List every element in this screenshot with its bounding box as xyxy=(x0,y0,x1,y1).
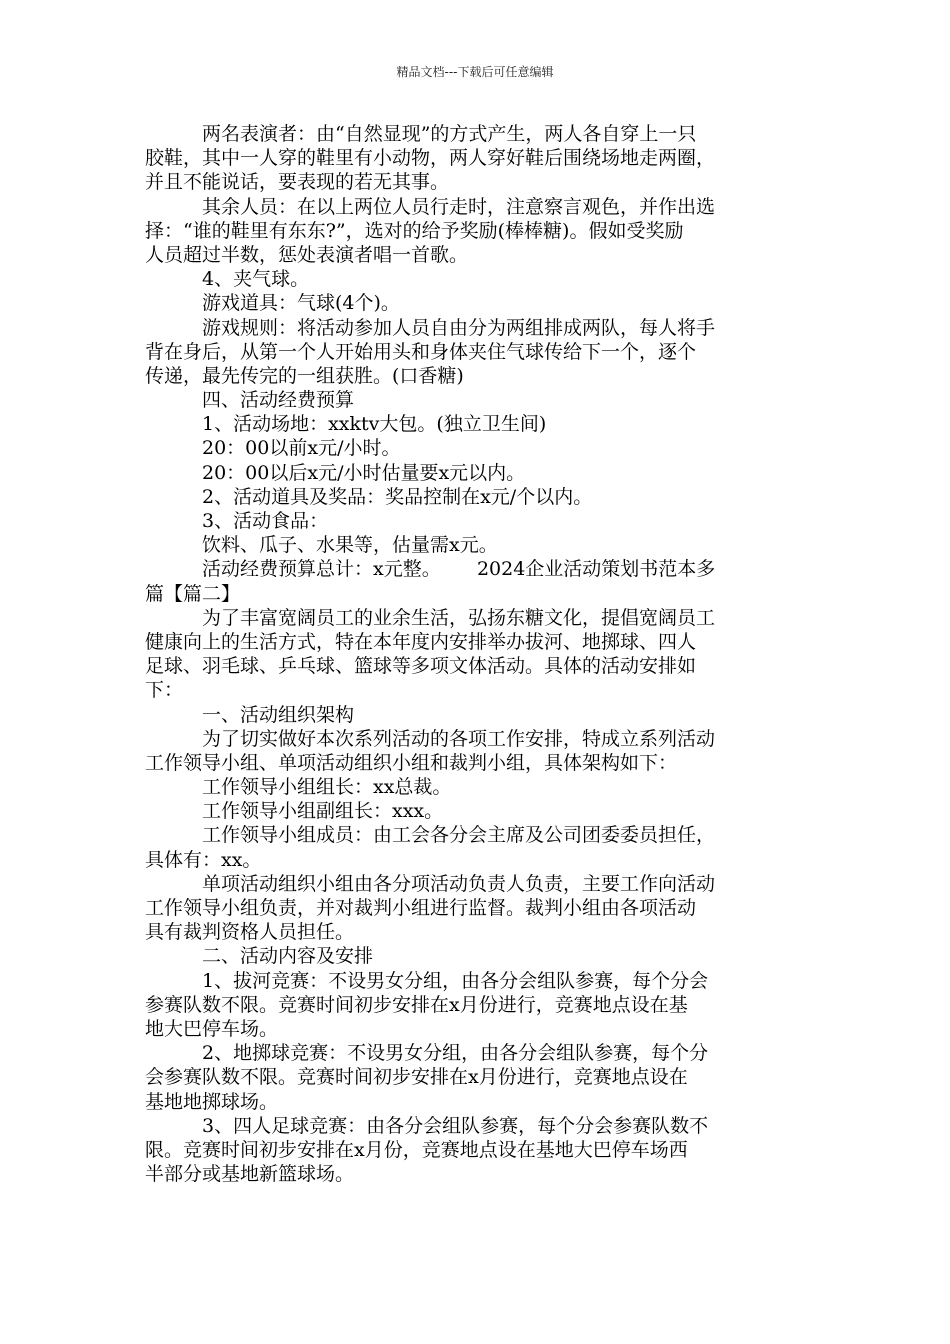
text-line: 工作领导小组负责，并对裁判小组进行监督。裁判小组由各项活动 xyxy=(145,897,697,919)
text-line: 二、活动内容及安排 xyxy=(202,945,374,968)
text-line: 下： xyxy=(145,679,184,702)
text-line: 健康向上的生活方式，特在本年度内安排举办拔河、地掷球、四人 xyxy=(145,630,697,653)
text-line: 1、拔河竞赛：不设男女分组，由各分会组队参赛，每个分会 xyxy=(202,969,709,992)
text-line: 会参赛队数不限。竞赛时间初步安排在x月份进行，竞赛地点设在 xyxy=(145,1066,688,1089)
text-line: 为了丰富宽阔员工的业余生活，弘扬东糖文化，提倡宽阔员工 xyxy=(202,606,716,629)
text-line: 4、夹气球。 xyxy=(202,268,310,291)
text-line: 限。竞赛时间初步安排在x月份，竞赛地点设在基地大巴停车场西 xyxy=(145,1138,688,1161)
text-line: 工作领导小组副组长：xxx。 xyxy=(202,800,444,823)
text-line: 游戏规则：将活动参加人员自由分为两组排成两队，每人将手 xyxy=(202,316,716,339)
text-line: 饮料、瓜子、水果等，估量需x元。 xyxy=(202,534,498,557)
text-line: 工作领导小组成员：由工会各分会主席及公司团委委员担任， xyxy=(202,824,716,847)
text-line: 20：00以前x元/小时。 xyxy=(202,437,401,460)
text-line: 1、活动场地：xxktv大包。(独立卫生间) xyxy=(202,413,547,436)
text-line: 参赛队数不限。竞赛时间初步安排在x月份进行，竞赛地点设在基 xyxy=(145,993,688,1016)
text-line: 两名表演者：由“自然显现”的方式产生，两人各自穿上一只 xyxy=(202,123,697,145)
text-line: 足球、羽毛球、乒乓球、篮球等多项文体活动。具体的活动安排如 xyxy=(145,655,697,678)
text-line: 具有裁判资格人员担任。 xyxy=(145,921,355,944)
document-body xyxy=(145,122,813,1186)
text-line: 3、活动食品： xyxy=(202,510,329,532)
text-line: 基地地掷球场。 xyxy=(145,1090,279,1113)
text-line: 传递，最先传完的一组获胜。(口香糖) xyxy=(145,364,464,387)
text-line: 半部分或基地新篮球场。 xyxy=(145,1163,355,1186)
text-line: 2、地掷球竞赛：不设男女分组，由各分会组队参赛，每个分 xyxy=(202,1042,709,1065)
page-header: 精品文档---下载后可任意编辑 xyxy=(396,65,554,79)
text-line: 为了切实做好本次系列活动的各项工作安排，特成立系列活动 xyxy=(202,727,716,750)
text-line: 游戏道具：气球(4个)。 xyxy=(202,292,400,315)
text-line: 胶鞋，其中一人穿的鞋里有小动物，两人穿好鞋后围绕场地走两圈， xyxy=(145,147,716,170)
text-line: 背在身后，从第一个人开始用头和身体夹住气球传给下一个，逐个 xyxy=(145,340,697,363)
text-line: 地大巴停车场。 xyxy=(145,1017,279,1040)
text-line: 其余人员：在以上两位人员行走时，注意察言观色，并作出选 xyxy=(202,195,716,218)
text-line: 2、活动道具及奖品：奖品控制在x元/个以内。 xyxy=(202,485,593,508)
text-line: 3、四人足球竞赛：由各分会组队参赛，每个分会参赛队数不 xyxy=(202,1114,709,1137)
text-line: 篇【篇二】 xyxy=(145,582,241,605)
text-line: 工作领导小组、单项活动组织小组和裁判小组，具体架构如下： xyxy=(145,751,678,774)
text-line: 一、活动组织架构 xyxy=(202,703,355,726)
text-line: 工作领导小组组长：xx总裁。 xyxy=(202,776,452,799)
text-line: 20：00以后x元/小时估量要x元以内。 xyxy=(202,461,526,484)
text-line: 具体有：xx。 xyxy=(145,848,262,871)
text-line: 单项活动组织小组由各分项活动负责人负责，主要工作向活动 xyxy=(202,872,716,895)
text-line: 并且不能说话，要表现的若无其事。 xyxy=(145,171,450,194)
text-line: 人员超过半数，惩处表演者唱一首歌。 xyxy=(145,243,469,266)
text-line: 活动经费预算总计：x元整。 2024企业活动策划书范本多 xyxy=(202,558,716,581)
text-line: 择：“谁的鞋里有东东?”，选对的给予奖励(棒棒糖)。假如受奖励 xyxy=(145,219,684,242)
text-line: 四、活动经费预算 xyxy=(202,389,355,412)
